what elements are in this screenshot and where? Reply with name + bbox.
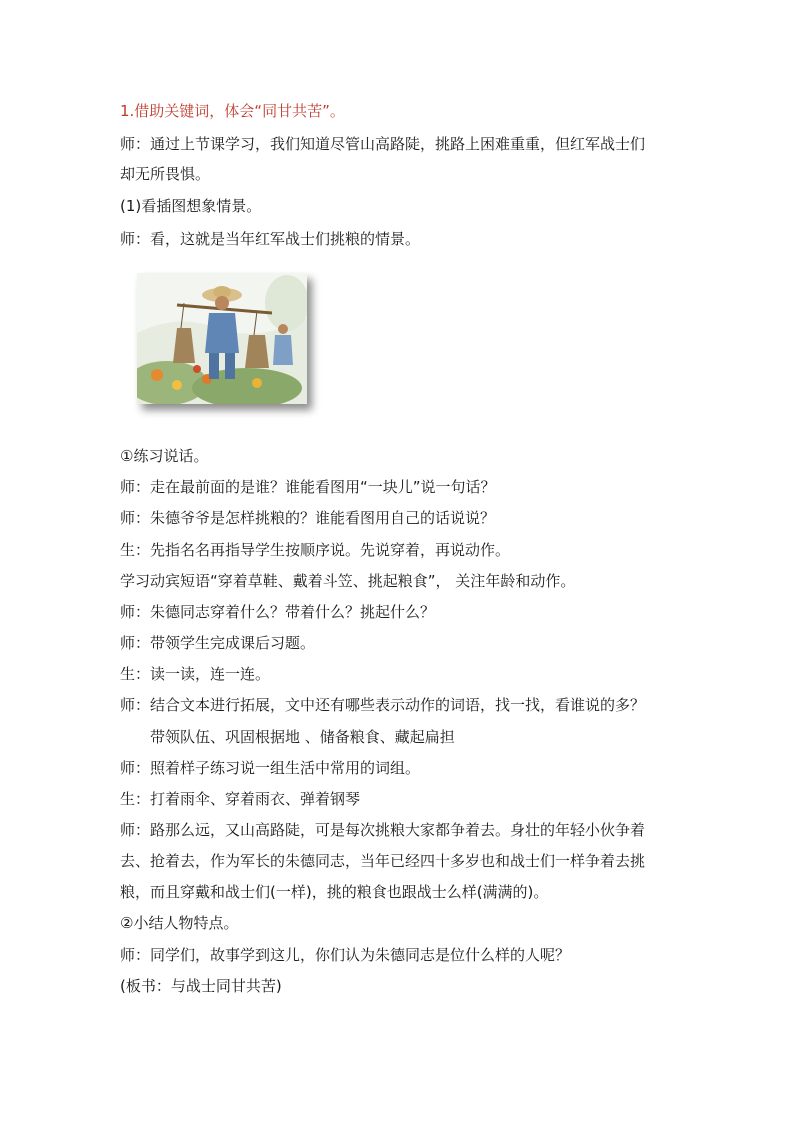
text-line: 生：先指名名再指导学生按顺序说。先说穿着，再说动作。 (120, 541, 511, 559)
text-line: 师：照着样子练习说一组生活中常用的词组。 (120, 759, 421, 777)
text-line: 师：朱德同志穿着什么？带着什么？挑起什么？ (120, 603, 436, 621)
text-line: 师：朱德爷爷是怎样挑粮的？谁能看图用自己的话说说？ (120, 509, 496, 527)
text-line: 师：带领学生完成课后习题。 (120, 634, 316, 652)
text-line: 去、抢着去，作为军长的朱德同志，当年已经四十多岁也和战士们一样争着去挑 (120, 852, 646, 870)
text-line: (1)看插图想象情景。 (120, 197, 262, 215)
text-line: ②小结人物特点。 (120, 914, 239, 932)
text-line: 师：结合文本进行拓展，文中还有哪些表示动作的词语，找一找，看谁说的多？ (120, 696, 646, 714)
text-line: 师：同学们，故事学到这儿，你们认为朱德同志是位什么样的人呢？ (120, 946, 571, 964)
text-line: 生：读一读，连一连。 (120, 665, 271, 683)
text-line: 却无所畏惧。 (120, 165, 211, 183)
text-line: 带领队伍、巩固根据地 、储备粮食、藏起扁担 (150, 728, 455, 746)
section-heading: 1.借助关键词，体会“同甘共苦”。 (120, 102, 345, 120)
text-line: 师：走在最前面的是谁？谁能看图用“一块儿”说一句话？ (120, 478, 496, 496)
text-line: ①练习说话。 (120, 447, 209, 465)
text-line: 师：路那么远，又山高路陡，可是每次挑粮大家都争着去。身壮的年轻小伙争着 (120, 821, 646, 839)
text-line: (板书：与战士同甘共苦) (120, 977, 282, 995)
text-line: 生：打着雨伞、穿着雨衣、弹着钢琴 (120, 790, 361, 808)
text-line: 粮，而且穿戴和战士们(一样)，挑的粮食也跟战士么样(满满的)。 (120, 883, 549, 901)
farmer-carrying-grain-illustration (137, 273, 307, 404)
text-line: 师：通过上节课学习，我们知道尽管山高路陡，挑路上困难重重，但红军战士们 (120, 135, 646, 153)
text-line: 师：看，这就是当年红军战士们挑粮的情景。 (120, 230, 421, 248)
text-line: 学习动宾短语“穿着草鞋、戴着斗笠、挑起粮食”， 关注年龄和动作。 (120, 572, 576, 590)
